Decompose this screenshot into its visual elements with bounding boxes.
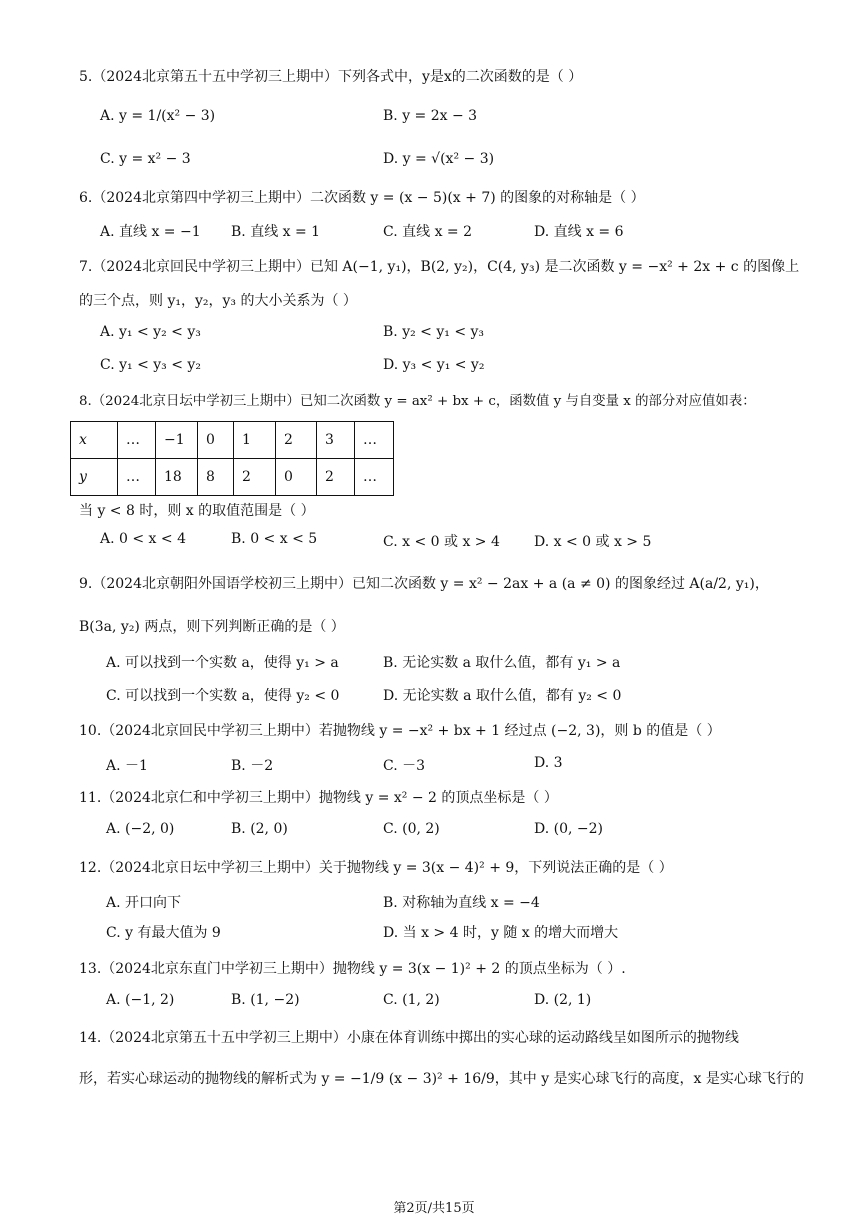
q13-option-a: A. (−1, 2) [106, 992, 175, 1008]
q8-option-d: D. x < 0 或 x > 5 [534, 534, 652, 550]
q5-option-b: B. y = 2x − 3 [383, 108, 478, 124]
q6-option-d: D. 直线 x = 6 [534, 224, 624, 240]
question-6-stem: 6.（2024北京第四中学初三上期中）二次函数 y = (x − 5)(x + 7) 的图象的对称轴是（ ） [79, 190, 645, 206]
table-cell: 18 [156, 459, 198, 496]
table-cell: … [355, 422, 394, 459]
q5-option-c: C. y = x² − 3 [100, 151, 191, 167]
table-cell: 2 [276, 422, 317, 459]
question-9-stem: 9.（2024北京朝阳外国语学校初三上期中）已知二次函数 y = x² − 2ax + a (a ≠ 0) 的图象经过 A(a/2, y₁)， [79, 576, 769, 592]
question-8-stem: 8.（2024北京日坛中学初三上期中）已知二次函数 y = ax² + bx + c，函数值 y 与自变量 x 的部分对应值如表： [79, 394, 756, 409]
q13-option-c: C. (1, 2) [383, 992, 440, 1008]
q13-option-d: D. (2, 1) [534, 992, 592, 1008]
q9-option-c: C. 可以找到一个实数 a，使得 y₂ < 0 [106, 688, 340, 704]
table-cell: y [71, 459, 118, 496]
question-11-stem: 11.（2024北京仁和中学初三上期中）抛物线 y = x² − 2 的顶点坐标是（ ） [79, 790, 558, 806]
table-cell: 0 [276, 459, 317, 496]
q7-option-a: A. y₁ < y₂ < y₃ [100, 324, 201, 340]
question-13-stem: 13.（2024北京东直门中学初三上期中）抛物线 y = 3(x − 1)² + 2 的顶点坐标为（ ）. [79, 961, 626, 977]
table-cell: … [355, 459, 394, 496]
value-table [70, 421, 394, 496]
question-7-stem: 7.（2024北京回民中学初三上期中）已知 A(−1, y₁)，B(2, y₂)，C(4, y₃) 是二次函数 y = −x² + 2x + c 的图像上 [79, 259, 800, 275]
q5-option-a: A. y = 1/(x² − 3) [100, 108, 216, 124]
q8-option-b: B. 0 < x < 5 [231, 531, 318, 547]
table-cell: 2 [317, 459, 355, 496]
question-14-continuation: 形，若实心球运动的抛物线的解析式为 y = −1/9 (x − 3)² + 16/9，其中 y 是实心球飞行的高度，x 是实心球飞行的 [79, 1071, 804, 1087]
q7-option-c: C. y₁ < y₃ < y₂ [100, 357, 201, 373]
q12-option-c: C. y 有最大值为 9 [106, 925, 221, 941]
q6-option-b: B. 直线 x = 1 [231, 224, 321, 240]
table-cell: 3 [317, 422, 355, 459]
q8-option-c: C. x < 0 或 x > 4 [383, 534, 500, 550]
question-9-continuation: B(3a, y₂) 两点，则下列判断正确的是（ ） [79, 619, 345, 635]
table-row [71, 459, 394, 496]
q10-option-b: B. －2 [231, 758, 274, 774]
table-cell: 8 [198, 459, 234, 496]
question-5-stem: 5.（2024北京第五十五中学初三上期中）下列各式中，y是x的二次函数的是（ ） [79, 69, 583, 85]
question-7-continuation: 的三个点，则 y₁，y₂，y₃ 的大小关系为（ ） [79, 293, 357, 309]
q5-option-d: D. y = √(x² − 3) [383, 151, 495, 167]
q12-option-b: B. 对称轴为直线 x = −4 [383, 895, 540, 911]
table-cell: 2 [234, 459, 276, 496]
q7-option-d: D. y₃ < y₁ < y₂ [383, 357, 485, 373]
q10-option-a: A. －1 [106, 758, 148, 774]
q12-option-a: A. 开口向下 [106, 895, 182, 911]
question-12-stem: 12.（2024北京日坛中学初三上期中）关于抛物线 y = 3(x − 4)² + 9，下列说法正确的是（ ） [79, 860, 673, 876]
q13-option-b: B. (1, −2) [231, 992, 300, 1008]
q9-option-b: B. 无论实数 a 取什么值，都有 y₁ > a [383, 655, 621, 671]
table-cell: −1 [156, 422, 198, 459]
table-row [71, 422, 394, 459]
q11-option-b: B. (2, 0) [231, 821, 288, 837]
q10-option-c: C. －3 [383, 758, 426, 774]
table-cell: 0 [198, 422, 234, 459]
q12-option-d: D. 当 x > 4 时，y 随 x 的增大而增大 [383, 925, 619, 941]
q8-option-a: A. 0 < x < 4 [100, 531, 186, 547]
q10-option-d: D. 3 [534, 755, 563, 771]
table-cell: … [118, 459, 156, 496]
q6-option-a: A. 直线 x = −1 [100, 224, 201, 240]
question-14-stem: 14.（2024北京第五十五中学初三上期中）小康在体育训练中掷出的实心球的运动路线呈如图所示的抛物线 [79, 1030, 739, 1046]
question-8-condition: 当 y < 8 时，则 x 的取值范围是（ ） [79, 503, 315, 519]
q11-option-c: C. (0, 2) [383, 821, 440, 837]
q9-option-a: A. 可以找到一个实数 a，使得 y₁ > a [106, 655, 339, 671]
q6-option-c: C. 直线 x = 2 [383, 224, 472, 240]
q11-option-d: D. (0, −2) [534, 821, 603, 837]
table-cell: x [71, 422, 118, 459]
q9-option-d: D. 无论实数 a 取什么值，都有 y₂ < 0 [383, 688, 622, 704]
q11-option-a: A. (−2, 0) [106, 821, 175, 837]
page-number: 第2页/共15页 [393, 1201, 475, 1216]
table-cell: 1 [234, 422, 276, 459]
q7-option-b: B. y₂ < y₁ < y₃ [383, 324, 485, 340]
question-10-stem: 10.（2024北京回民中学初三上期中）若抛物线 y = −x² + bx + 1 经过点 (−2, 3)，则 b 的值是（ ） [79, 723, 721, 739]
table-cell: … [118, 422, 156, 459]
